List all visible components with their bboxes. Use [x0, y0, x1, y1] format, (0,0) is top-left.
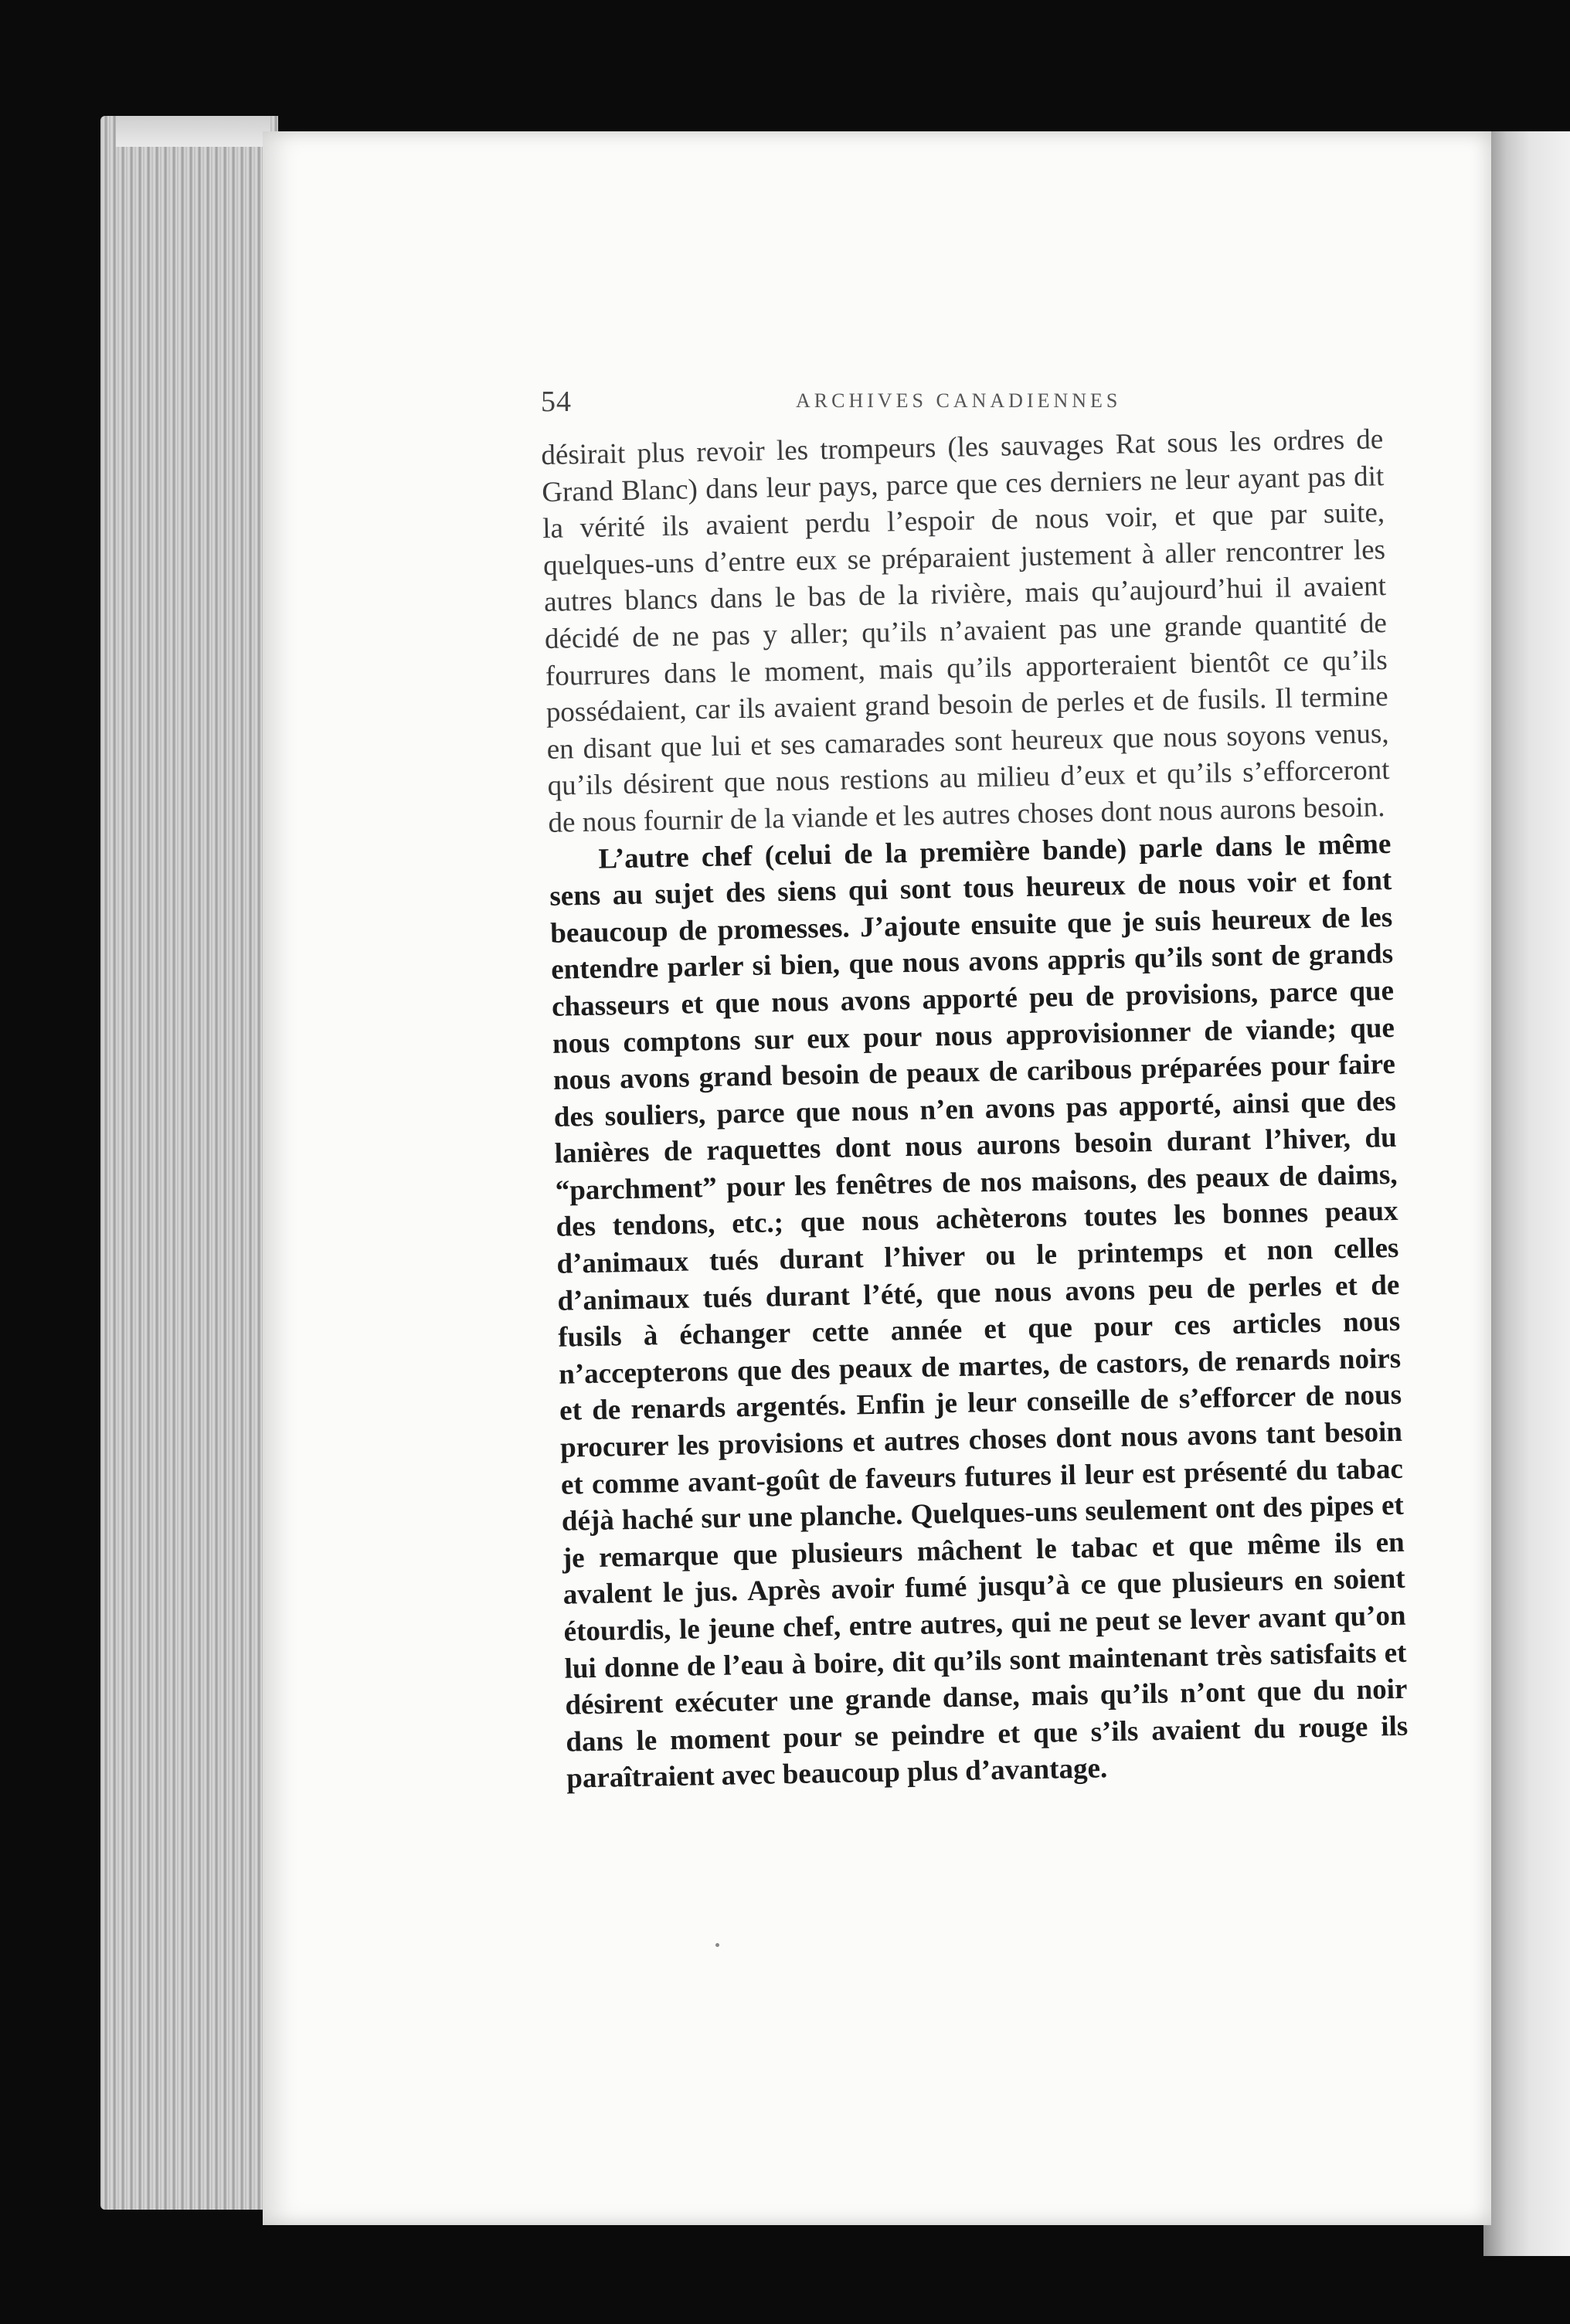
paragraph-2: L’autre chef (celui de la première bande) parle dans le même sens au sujet des siens qui sont tous heureux de nous voir et font beaucoup de promesses. J’ajoute ensuite que je suis heureux de les entendre parler si bien, que nous avons appris qu’ils sont de grands chasseurs et que nous avons apporté peu de provisions, parce que nous comptons sur eux pour nous approvisionner de viande; que nous avons grand besoin de peaux de caribous préparées pour faire des souliers, parce que nous n’en avons pas apporté, ainsi que des lanières de raquettes dont nous aurons besoin durant l’hiver, du “parchment” pour les fenêtres de nos maisons, des peaux de daims, des tendons, etc.; que nous achèterons toutes les bonnes peaux d’animaux tués durant l’hiver ou le printemps et non celles d’animaux tués durant l’été, que nous avons peu de perles et de fusils à échanger cette année et que pour ces articles nous n’accepterons que des peaux de martes, de castors, de renards noirs et de renards argentés. Enfin je leur conseille de s’efforcer de nous procurer les provisions et autres choses dont nous avons tant besoin et comme avant-goût de faveurs futures il leur est présenté du tabac déjà haché sur une planche. Quelques-uns seulement ont des pipes et je remarque que plusieurs mâchent le tabac et que même ils en avalent le jus. Après avoir fumé jusqu’à ce que plusieurs en soient étourdis, le jeune chef, entre autres, qui ne peut se lever avant qu’on lui donne de l’eau à boire, dit qu’ils sont maintenant très satisfaits et désirent exécuter une grande danse, mais qu’ils n’ont que du noir dans le moment pour se peindre et que s’ils avaient du rouge ils paraîtraient avec beaucoup plus d’avantage.: [549, 827, 1409, 1796]
page-number: 54: [541, 386, 572, 418]
running-title: ARCHIVES CANADIENNES: [796, 389, 1122, 412]
page-edges-stack: [100, 116, 278, 2210]
paragraph-1: désirait plus revoir les trompeurs (les sauvages Rat sous les ordres de Grand Blanc) dans leur pays, parce que ces derniers ne leur ayant pas dit la vérité ils avaient perdu l’espoir de nous voir, et que par suite, quelques-uns d’entre eux se préparaient justement à aller rencontrer les autres blancs dans le bas de la rivière, mais qu’aujourd’hui il avaient décidé de ne pas y aller; qu’ils n’avaient pas une grande quantité de fourrures dans le moment, mais qu’ils apporteraient bientôt ce qu’ils possédaient, car ils avaient grand besoin de perles et de fusils. Il termine en disant que lui et ses camarades sont heureux que nous soyons venus, qu’ils désirent que nous restions au milieu d’eux et qu’ils s’efforceront de nous fournir de la viande et les autres choses dont nous aurons besoin.: [541, 423, 1390, 839]
page-edges-top: [116, 116, 270, 147]
page-header: [541, 385, 1368, 423]
body-text: [541, 421, 1409, 1798]
ink-speck: [715, 1943, 719, 1947]
facing-page-edge: [1483, 131, 1570, 2256]
